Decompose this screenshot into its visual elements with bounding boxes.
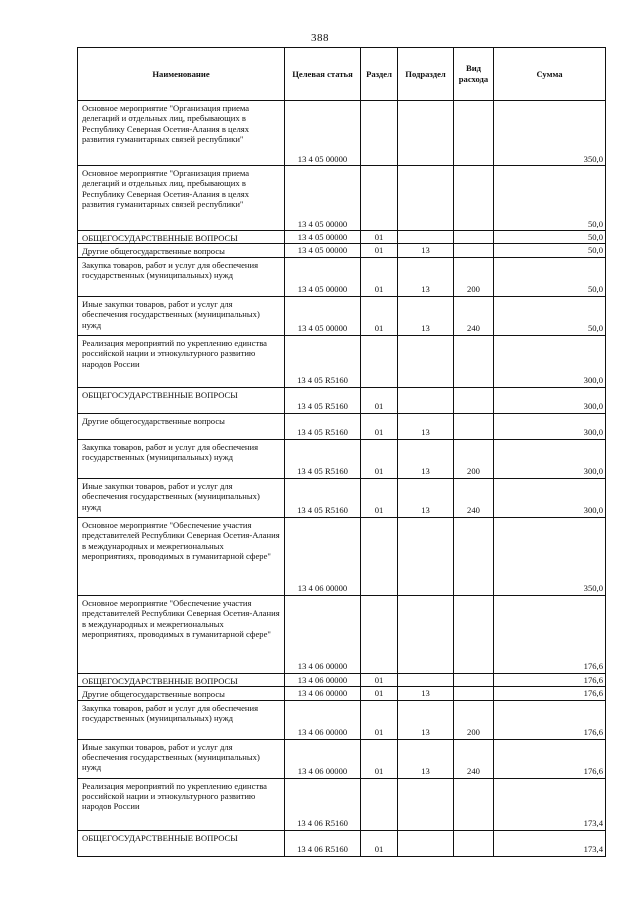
- row-expense-type: 200: [454, 700, 494, 739]
- row-subsection: [398, 387, 454, 413]
- row-subsection: [398, 778, 454, 830]
- table-row: [78, 700, 606, 739]
- row-amount: 300,0: [494, 335, 606, 387]
- row-section: [361, 335, 398, 387]
- header-name: Наименование: [78, 48, 285, 101]
- row-amount: 176,6: [494, 673, 606, 686]
- row-section: [361, 595, 398, 673]
- row-amount: 350,0: [494, 101, 606, 166]
- row-target: 13 4 06 00000: [285, 517, 361, 595]
- row-expense-type: 240: [454, 296, 494, 335]
- row-target: 13 4 06 00000: [285, 687, 361, 700]
- row-target: 13 4 06 00000: [285, 739, 361, 778]
- row-section: [361, 166, 398, 231]
- row-subsection: 13: [398, 478, 454, 517]
- table-row: [78, 687, 606, 700]
- row-expense-type: [454, 595, 494, 673]
- row-expense-type: [454, 413, 494, 439]
- table-row: [78, 439, 606, 478]
- page-number: 388: [311, 32, 329, 44]
- row-target: 13 4 05 R5160: [285, 413, 361, 439]
- row-name: Реализация мероприятий по укреплению единства российской нации и этнокультурного развитию народов России: [78, 778, 285, 830]
- row-target: 13 4 05 00000: [285, 296, 361, 335]
- row-subsection: [398, 595, 454, 673]
- row-amount: 173,4: [494, 778, 606, 830]
- row-subsection: [398, 101, 454, 166]
- row-expense-type: [454, 830, 494, 856]
- row-subsection: 13: [398, 739, 454, 778]
- row-target: 13 4 06 R5160: [285, 778, 361, 830]
- budget-table: [77, 47, 606, 857]
- row-subsection: 13: [398, 687, 454, 700]
- row-name: ОБЩЕГОСУДАРСТВЕННЫЕ ВОПРОСЫ: [78, 387, 285, 413]
- row-target: 13 4 05 R5160: [285, 478, 361, 517]
- row-amount: 176,6: [494, 687, 606, 700]
- table-row: [78, 296, 606, 335]
- row-amount: 50,0: [494, 257, 606, 296]
- row-subsection: [398, 830, 454, 856]
- row-section: 01: [361, 700, 398, 739]
- table-row: [78, 778, 606, 830]
- row-name: Иные закупки товаров, работ и услуг для обеспечения государственных (муниципальных) нужд: [78, 478, 285, 517]
- row-expense-type: [454, 335, 494, 387]
- row-expense-type: [454, 166, 494, 231]
- row-amount: 300,0: [494, 478, 606, 517]
- row-target: 13 4 05 R5160: [285, 439, 361, 478]
- table-row: [78, 335, 606, 387]
- row-section: [361, 778, 398, 830]
- row-name: ОБЩЕГОСУДАРСТВЕННЫЕ ВОПРОСЫ: [78, 830, 285, 856]
- row-name: Иные закупки товаров, работ и услуг для обеспечения государственных (муниципальных) нужд: [78, 739, 285, 778]
- row-subsection: 13: [398, 296, 454, 335]
- row-expense-type: 200: [454, 257, 494, 296]
- table-row: [78, 413, 606, 439]
- row-name: Другие общегосударственные вопросы: [78, 244, 285, 257]
- row-amount: 300,0: [494, 413, 606, 439]
- row-expense-type: [454, 517, 494, 595]
- table-row: [78, 595, 606, 673]
- row-target: 13 4 05 00000: [285, 231, 361, 244]
- row-expense-type: [454, 244, 494, 257]
- row-section: 01: [361, 387, 398, 413]
- row-subsection: 13: [398, 413, 454, 439]
- row-subsection: [398, 517, 454, 595]
- row-subsection: [398, 673, 454, 686]
- row-name: Закупка товаров, работ и услуг для обеспечения государственных (муниципальных) нужд: [78, 257, 285, 296]
- row-name: Другие общегосударственные вопросы: [78, 413, 285, 439]
- row-name: ОБЩЕГОСУДАРСТВЕННЫЕ ВОПРОСЫ: [78, 231, 285, 244]
- row-section: 01: [361, 478, 398, 517]
- row-section: [361, 101, 398, 166]
- table-row: [78, 244, 606, 257]
- table-row: [78, 830, 606, 856]
- row-expense-type: [454, 101, 494, 166]
- row-name: ОБЩЕГОСУДАРСТВЕННЫЕ ВОПРОСЫ: [78, 673, 285, 686]
- table-row: [78, 739, 606, 778]
- row-name: Основное мероприятие "Организация приема делегаций и отдельных лиц, пребывающих в Республику Северная Осетия-Алания в целях развития гуманитарных связей республики": [78, 101, 285, 166]
- row-target: 13 4 05 R5160: [285, 387, 361, 413]
- header-expense-type: Вид расхода: [454, 48, 494, 101]
- header-subsection: Подраздел: [398, 48, 454, 101]
- header-target: Целевая статья: [285, 48, 361, 101]
- row-subsection: [398, 335, 454, 387]
- row-expense-type: [454, 231, 494, 244]
- row-section: 01: [361, 687, 398, 700]
- row-amount: 350,0: [494, 517, 606, 595]
- row-section: 01: [361, 231, 398, 244]
- row-section: 01: [361, 739, 398, 778]
- row-name: Основное мероприятие "Обеспечение участия представителей Республики Северная Осетия-Алания в международных и межрегиональных мероприятиях, проводимых в гуманитарной сфере": [78, 517, 285, 595]
- row-expense-type: 200: [454, 439, 494, 478]
- row-name: Иные закупки товаров, работ и услуг для обеспечения государственных (муниципальных) нужд: [78, 296, 285, 335]
- row-amount: 173,4: [494, 830, 606, 856]
- row-section: 01: [361, 296, 398, 335]
- row-target: 13 4 06 00000: [285, 673, 361, 686]
- row-expense-type: [454, 687, 494, 700]
- row-expense-type: 240: [454, 739, 494, 778]
- row-name: Основное мероприятие "Обеспечение участия представителей Республики Северная Осетия-Алания в международных и межрегиональных мероприятиях, проводимых в гуманитарной сфере": [78, 595, 285, 673]
- table-row: [78, 517, 606, 595]
- row-amount: 176,6: [494, 700, 606, 739]
- row-section: [361, 517, 398, 595]
- row-subsection: 13: [398, 257, 454, 296]
- row-name: Реализация мероприятий по укреплению единства российской нации и этнокультурного развитию народов России: [78, 335, 285, 387]
- row-target: 13 4 05 00000: [285, 257, 361, 296]
- row-target: 13 4 05 00000: [285, 166, 361, 231]
- table-row: [78, 166, 606, 231]
- row-expense-type: [454, 673, 494, 686]
- row-expense-type: [454, 778, 494, 830]
- row-section: 01: [361, 673, 398, 686]
- row-name: Основное мероприятие "Организация приема делегаций и отдельных лиц, пребывающих в Республику Северная Осетия-Алания в целях развития гуманитарных связей республики": [78, 166, 285, 231]
- row-subsection: 13: [398, 700, 454, 739]
- table-row: [78, 231, 606, 244]
- row-amount: 50,0: [494, 231, 606, 244]
- row-target: 13 4 06 R5160: [285, 830, 361, 856]
- row-amount: 50,0: [494, 296, 606, 335]
- row-target: 13 4 06 00000: [285, 700, 361, 739]
- table-row: [78, 101, 606, 166]
- header-section: Раздел: [361, 48, 398, 101]
- row-subsection: 13: [398, 439, 454, 478]
- row-section: 01: [361, 244, 398, 257]
- row-section: 01: [361, 439, 398, 478]
- row-subsection: 13: [398, 244, 454, 257]
- row-name: Другие общегосударственные вопросы: [78, 687, 285, 700]
- row-target: 13 4 05 R5160: [285, 335, 361, 387]
- row-subsection: [398, 166, 454, 231]
- row-subsection: [398, 231, 454, 244]
- table-row: [78, 387, 606, 413]
- row-amount: 300,0: [494, 387, 606, 413]
- row-target: 13 4 05 00000: [285, 101, 361, 166]
- row-section: 01: [361, 413, 398, 439]
- table-row: [78, 673, 606, 686]
- header-amount: Сумма: [494, 48, 606, 101]
- row-section: 01: [361, 257, 398, 296]
- row-name: Закупка товаров, работ и услуг для обеспечения государственных (муниципальных) нужд: [78, 700, 285, 739]
- row-amount: 176,6: [494, 739, 606, 778]
- table-row: [78, 257, 606, 296]
- row-amount: 50,0: [494, 244, 606, 257]
- row-expense-type: 240: [454, 478, 494, 517]
- table-header-row: [78, 48, 606, 101]
- row-section: 01: [361, 830, 398, 856]
- row-amount: 300,0: [494, 439, 606, 478]
- table-row: [78, 478, 606, 517]
- row-name: Закупка товаров, работ и услуг для обеспечения государственных (муниципальных) нужд: [78, 439, 285, 478]
- row-expense-type: [454, 387, 494, 413]
- row-amount: 50,0: [494, 166, 606, 231]
- row-amount: 176,6: [494, 595, 606, 673]
- row-target: 13 4 06 00000: [285, 595, 361, 673]
- row-target: 13 4 05 00000: [285, 244, 361, 257]
